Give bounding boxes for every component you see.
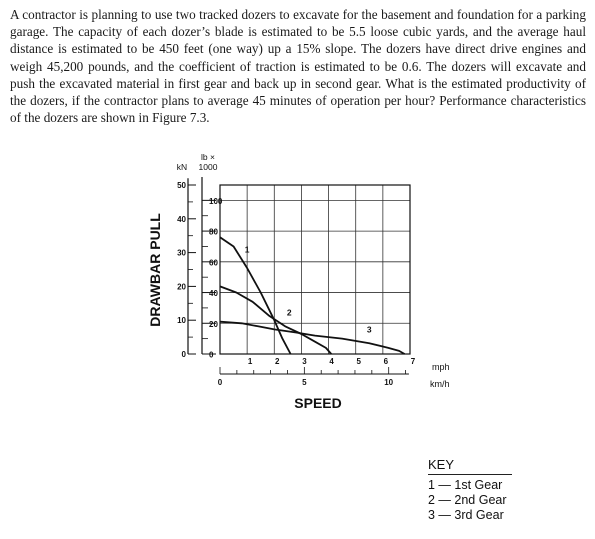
kn-tick-label: 0 [181, 350, 186, 359]
key-item-1st-gear: 1 — 1st Gear [428, 478, 503, 492]
lb-tick-label: 20 [209, 319, 218, 329]
mph-tick-label: 5 [356, 357, 361, 366]
mph-tick-label: 2 [275, 357, 280, 366]
mph-tick-label: 7 [410, 357, 416, 366]
curve-gear-3 [220, 322, 405, 354]
key-item-3rd-gear: 3 — 3rd Gear [428, 508, 504, 522]
y-axis-title: DRAWBAR PULL [147, 213, 163, 327]
curve-gear-2 [220, 286, 331, 354]
y-unit-kn: kN [176, 162, 188, 172]
kmh-tick-label: 0 [217, 378, 223, 387]
lb-tick-label: 60 [209, 258, 218, 268]
kn-tick-label: 50 [177, 181, 186, 190]
lb-tick-label: 0 [209, 350, 214, 360]
curve-label-gear-3: 3 [366, 324, 372, 335]
curve-label-gear-1: 1 [244, 244, 250, 255]
lb-tick-label: 80 [209, 227, 218, 237]
mph-tick-label: 3 [302, 357, 307, 366]
mph-tick-label: 4 [329, 357, 334, 366]
lb-tick-label: 100 [209, 196, 223, 206]
x-unit-mph: mph [432, 362, 450, 372]
x-unit-kmh: km/h [430, 379, 450, 389]
mph-tick-label: 1 [247, 357, 253, 366]
curve-label-gear-2: 2 [286, 307, 292, 318]
kmh-tick-label: 5 [302, 378, 307, 387]
key-item-2nd-gear: 2 — 2nd Gear [428, 493, 507, 507]
problem-text: A contractor is planning to use two tracked dozers to excavate for the basement and foundation for a parking garage. The capacity of each dozer’s blade is estimated to be 5.5 loose cubic yards, and the average haul distance is estimated to be 450 feet (one way) up a 15% slope. The dozers have direct drive engines and weigh 45,200 pounds, and the coefficient of traction is estimated to be 0.6. The dozers will excavate and push the excavated material in first gear and back up in second gear. What is the estimated productivity of the dozers, if the contractor plans to average 45 minutes of operation per hour? Performance characteristics of the dozers are shown in Figure 7.3. [10, 7, 586, 126]
x-axis-title: SPEED [294, 395, 342, 411]
kn-tick-label: 40 [177, 214, 186, 224]
y-unit-lb-line1: lb × [201, 152, 215, 162]
y-unit-lb-line2: 1000 [198, 162, 218, 172]
curve-gear-1 [220, 237, 291, 354]
mph-tick-label: 6 [383, 357, 389, 366]
kmh-tick-label: 10 [384, 378, 394, 387]
gear-key [428, 457, 512, 523]
kn-tick-label: 30 [177, 248, 186, 258]
kn-tick-label: 20 [177, 282, 186, 292]
kn-tick-label: 10 [177, 316, 186, 326]
key-title: KEY [428, 457, 512, 475]
lb-tick-label: 40 [209, 289, 218, 299]
